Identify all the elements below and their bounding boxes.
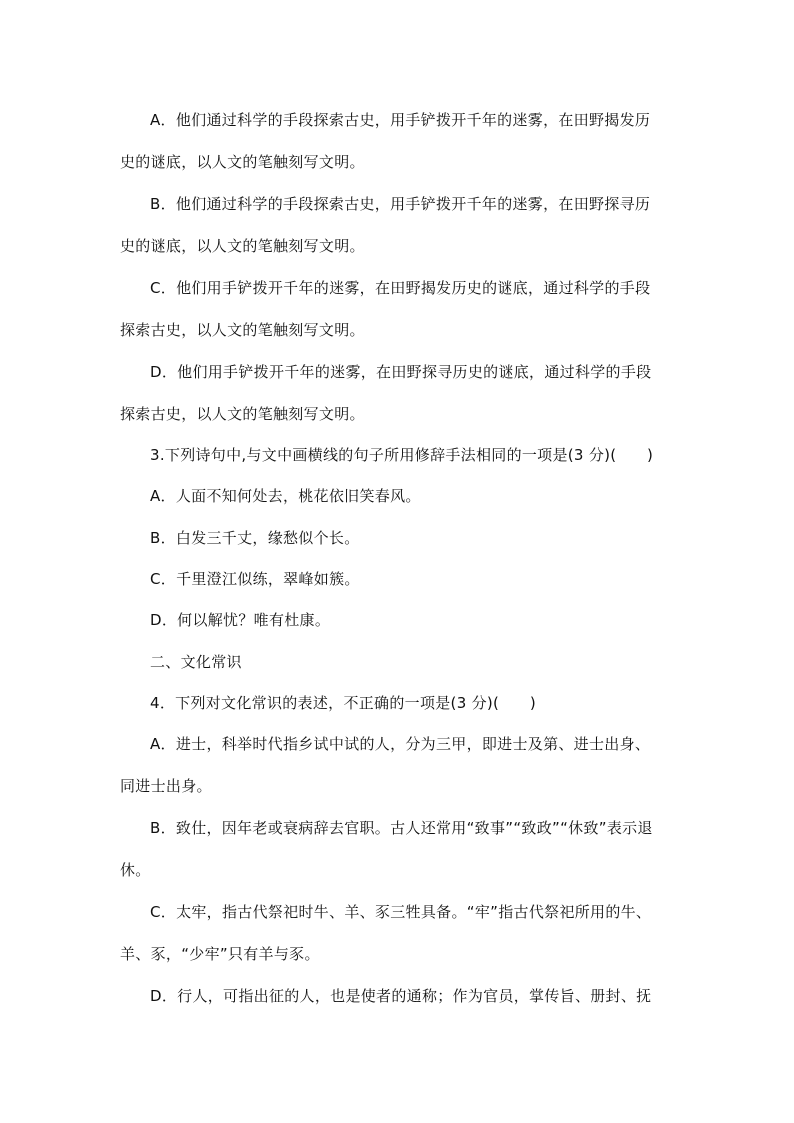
q3-option-c: C．千里澄江似练，翠峰如簇。 — [150, 570, 360, 588]
q3-option-a: A．人面不知何处去，桃花依旧笑春风。 — [150, 487, 421, 505]
q4-option-c-line1: C．太牢，指古代祭祀时牛、羊、豕三牲具备。“牢”指古代祭祀所用的牛、 — [150, 903, 652, 921]
q4-option-a-line2: 同进士出身。 — [120, 777, 212, 795]
q4-option-d-line1: D．行人，可指出征的人，也是使者的通称；作为官员，掌传旨、册封、抚 — [150, 987, 652, 1005]
q2-option-c-line1: C．他们用手铲拨开千年的迷雾，在田野揭发历史的谜底，通过科学的手段 — [150, 279, 651, 297]
q2-option-d-line1: D．他们用手铲拨开千年的迷雾，在田野探寻历史的谜底，通过科学的手段 — [150, 363, 652, 381]
q4-stem: 4．下列对文化常识的表述，不正确的一项是(3 分)( ) — [150, 694, 536, 712]
q4-option-b-line1: B．致仕，因年老或衰病辞去官职。古人还常用“致事”“致政”“休致”表示退 — [150, 819, 653, 837]
q2-option-a-line2: 史的谜底，以人文的笔触刻写文明。 — [120, 153, 365, 171]
q2-option-d-line2: 探索古史，以人文的笔触刻写文明。 — [120, 405, 365, 423]
q4-option-c-line2: 羊、豕，“少牢”只有羊与豕。 — [120, 945, 320, 963]
q2-option-b-line2: 史的谜底，以人文的笔触刻写文明。 — [120, 237, 365, 255]
section-heading-culture: 二、文化常识 — [150, 653, 242, 671]
q3-option-d: D．何以解忧？唯有杜康。 — [150, 611, 331, 629]
q2-option-a-line1: A．他们通过科学的手段探索古史，用手铲拨开千年的迷雾，在田野揭发历 — [150, 111, 651, 129]
q2-option-c-line2: 探索古史，以人文的笔触刻写文明。 — [120, 321, 365, 339]
q2-option-b-line1: B．他们通过科学的手段探索古史，用手铲拨开千年的迷雾，在田野探寻历 — [150, 195, 651, 213]
q4-option-a-line1: A．进士，科举时代指乡试中试的人，分为三甲，即进士及第、进士出身、 — [150, 735, 651, 753]
q3-stem: 3.下列诗句中,与文中画横线的句子所用修辞手法相同的一项是(3 分)( ) — [150, 446, 654, 464]
q3-option-b: B．白发三千丈，缘愁似个长。 — [150, 529, 360, 547]
q4-option-b-line2: 休。 — [120, 861, 151, 879]
